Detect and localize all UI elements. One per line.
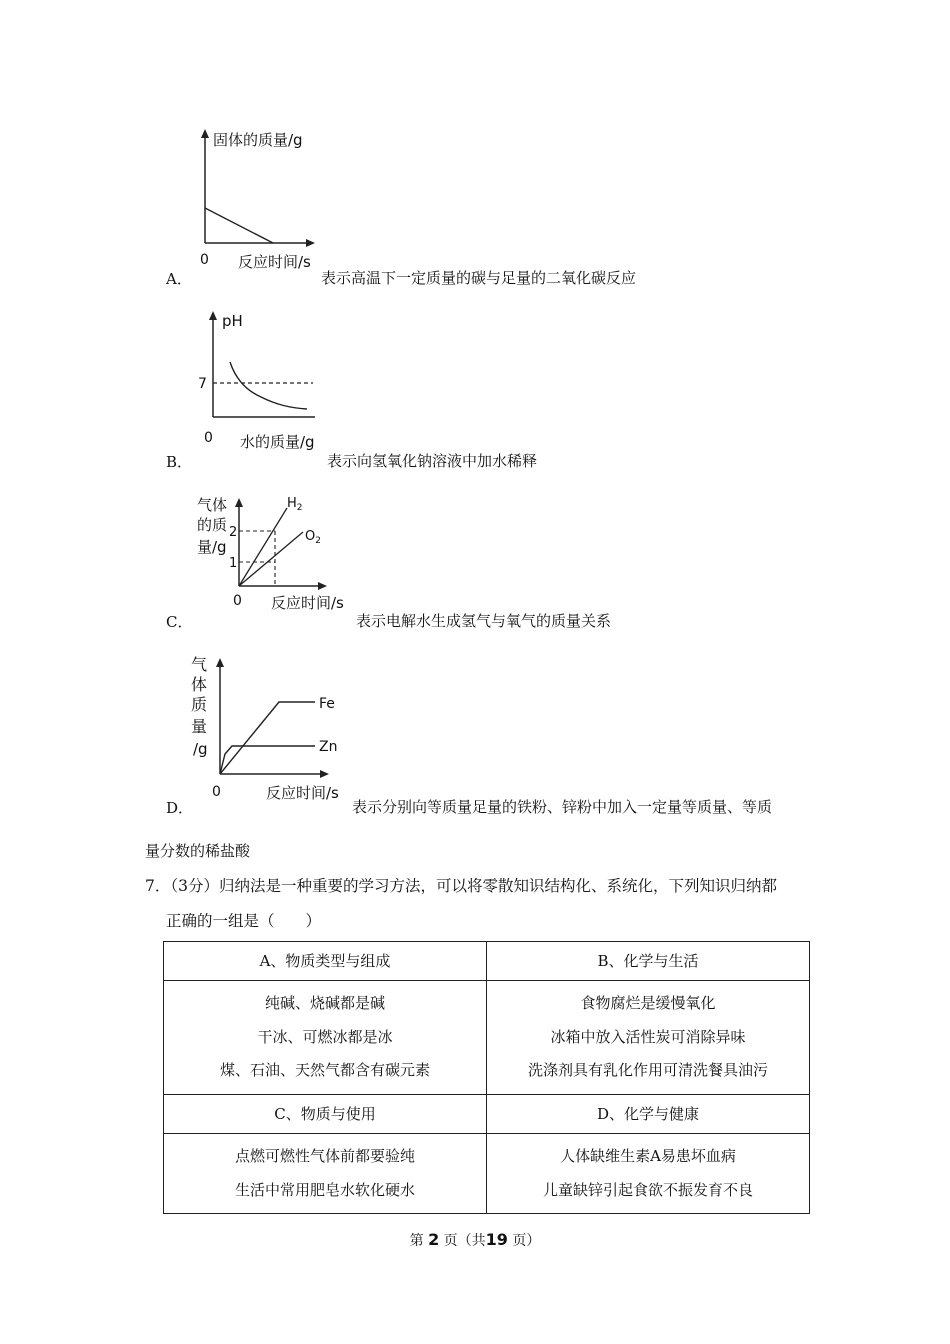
- graph-b-y-arrow: [209, 311, 217, 320]
- graph-c-x-arrow: [318, 582, 327, 590]
- graph-b-ref-value: 7: [198, 376, 207, 392]
- table-row: [164, 1134, 810, 1214]
- graph-b-origin: 0: [204, 430, 213, 446]
- graph-c-tick-2: 2: [229, 525, 238, 540]
- list-item: 煤、石油、天然气都含有碳元素: [219, 1061, 430, 1079]
- graph-d-zn-line: [220, 746, 315, 774]
- graph-d-fe-label: Fe: [319, 696, 335, 712]
- option-b-text: 表示向氢氧化钠溶液中加水稀释: [327, 452, 538, 470]
- footer-pre: 第: [409, 1233, 424, 1249]
- table-header-d: D、化学与健康: [487, 1095, 810, 1134]
- graph-c-o2-label: $O_2$: [305, 529, 321, 546]
- graph-c-tick-1: 1: [229, 556, 238, 571]
- list-item: 纯碱、烧碱都是碱: [264, 994, 385, 1012]
- graph-b-curve: [230, 362, 307, 409]
- table-cell-a: [164, 981, 487, 1095]
- option-c-text: 表示电解水生成氢气与氧气的质量关系: [356, 612, 612, 630]
- option-a-text: 表示高温下一定质量的碳与足量的二氧化碳反应: [321, 269, 637, 287]
- graph-d-fe-line: [220, 702, 315, 774]
- graph-c-h2-line: [239, 508, 287, 586]
- knowledge-table: [163, 941, 810, 1214]
- graph-a-x-arrow: [306, 239, 315, 247]
- graph-a: [195, 125, 325, 273]
- list-item: 干冰、可燃冰都是冰: [257, 1027, 393, 1046]
- graph-d-x-arrow: [320, 770, 329, 778]
- list-item: 人体缺维生素A易患坏血病: [560, 1147, 736, 1165]
- list-item: 儿童缺锌引起食欲不振发育不良: [542, 1180, 753, 1199]
- footer-post: 页）: [512, 1233, 541, 1249]
- graph-c-origin: 0: [233, 593, 242, 609]
- question-7-stem-cont: 正确的一组是（ ）: [166, 912, 322, 930]
- graph-c-y-arrow: [235, 498, 243, 507]
- footer-page-number: 2: [428, 1230, 440, 1249]
- graph-d-y-arrow: [216, 658, 224, 667]
- graph-b-y-label: pH: [222, 312, 243, 330]
- graph-c: [195, 490, 360, 615]
- table-row: [164, 981, 810, 1095]
- table-header-c: C、物质与使用: [164, 1095, 487, 1134]
- table-row: [164, 942, 810, 981]
- table-row: [164, 1095, 810, 1134]
- option-a-letter: A．: [166, 270, 192, 288]
- graph-c-h2-label: $H_2$: [287, 496, 303, 513]
- graph-c-x-label: 反应时间/s: [271, 594, 344, 612]
- graph-d-y-char-1: 气: [191, 655, 208, 674]
- option-b-letter: B．: [166, 453, 193, 471]
- graph-b: [195, 305, 335, 455]
- table-cell-c: [164, 1134, 487, 1214]
- graph-d-y-char-4: 量: [191, 717, 208, 736]
- graph-d-y-char-3: 质: [191, 695, 208, 714]
- option-c-letter: C．: [166, 613, 193, 631]
- graph-c-o2-line: [239, 532, 303, 586]
- list-item: 冰箱中放入活性炭可消除异味: [550, 1027, 746, 1046]
- graph-d: [185, 648, 350, 808]
- list-item: 食物腐烂是缓慢氧化: [580, 994, 716, 1012]
- option-d-letter: D．: [166, 799, 194, 817]
- graph-a-curve: [205, 208, 273, 243]
- table-cell-b: [487, 981, 810, 1095]
- option-d-text-cont: 量分数的稀盐酸: [145, 842, 251, 860]
- page-footer: [0, 1230, 950, 1250]
- graph-b-x-label: 水的质量/g: [240, 433, 315, 451]
- footer-total-pages: 19: [485, 1230, 508, 1249]
- option-d-text: 表示分别向等质量足量的铁粉、锌粉中加入一定量等质量、等质: [352, 798, 773, 816]
- graph-a-origin: 0: [200, 252, 209, 268]
- graph-d-zn-label: Zn: [319, 739, 338, 755]
- graph-c-y-label-3: 量/g: [197, 538, 227, 556]
- graph-a-x-label: 反应时间/s: [238, 253, 311, 271]
- graph-d-x-label: 反应时间/s: [266, 784, 339, 802]
- graph-c-y-label-1: 气体: [197, 496, 228, 514]
- graph-d-y-char-5: /g: [193, 740, 208, 758]
- graph-c-y-label-2: 的质: [197, 516, 228, 534]
- table-cell-d: [487, 1134, 810, 1214]
- table-header-a: A、物质类型与组成: [164, 942, 487, 981]
- graph-a-y-label: 固体的质量/g: [213, 131, 303, 149]
- graph-d-origin: 0: [212, 784, 221, 800]
- table-header-b: B、化学与生活: [487, 942, 810, 981]
- list-item: 点燃可燃性气体前都要验纯: [234, 1147, 415, 1165]
- list-item: 洗涤剂具有乳化作用可清洗餐具油污: [527, 1061, 768, 1079]
- question-7-stem: 7．（3分）归纳法是一种重要的学习方法，可以将零散知识结构化、系统化，下列知识归纳都: [145, 877, 777, 895]
- graph-d-y-char-2: 体: [191, 675, 208, 694]
- list-item: 生活中常用肥皂水软化硬水: [234, 1180, 415, 1199]
- graph-a-y-arrow: [201, 129, 209, 138]
- footer-mid: 页（共: [443, 1233, 486, 1249]
